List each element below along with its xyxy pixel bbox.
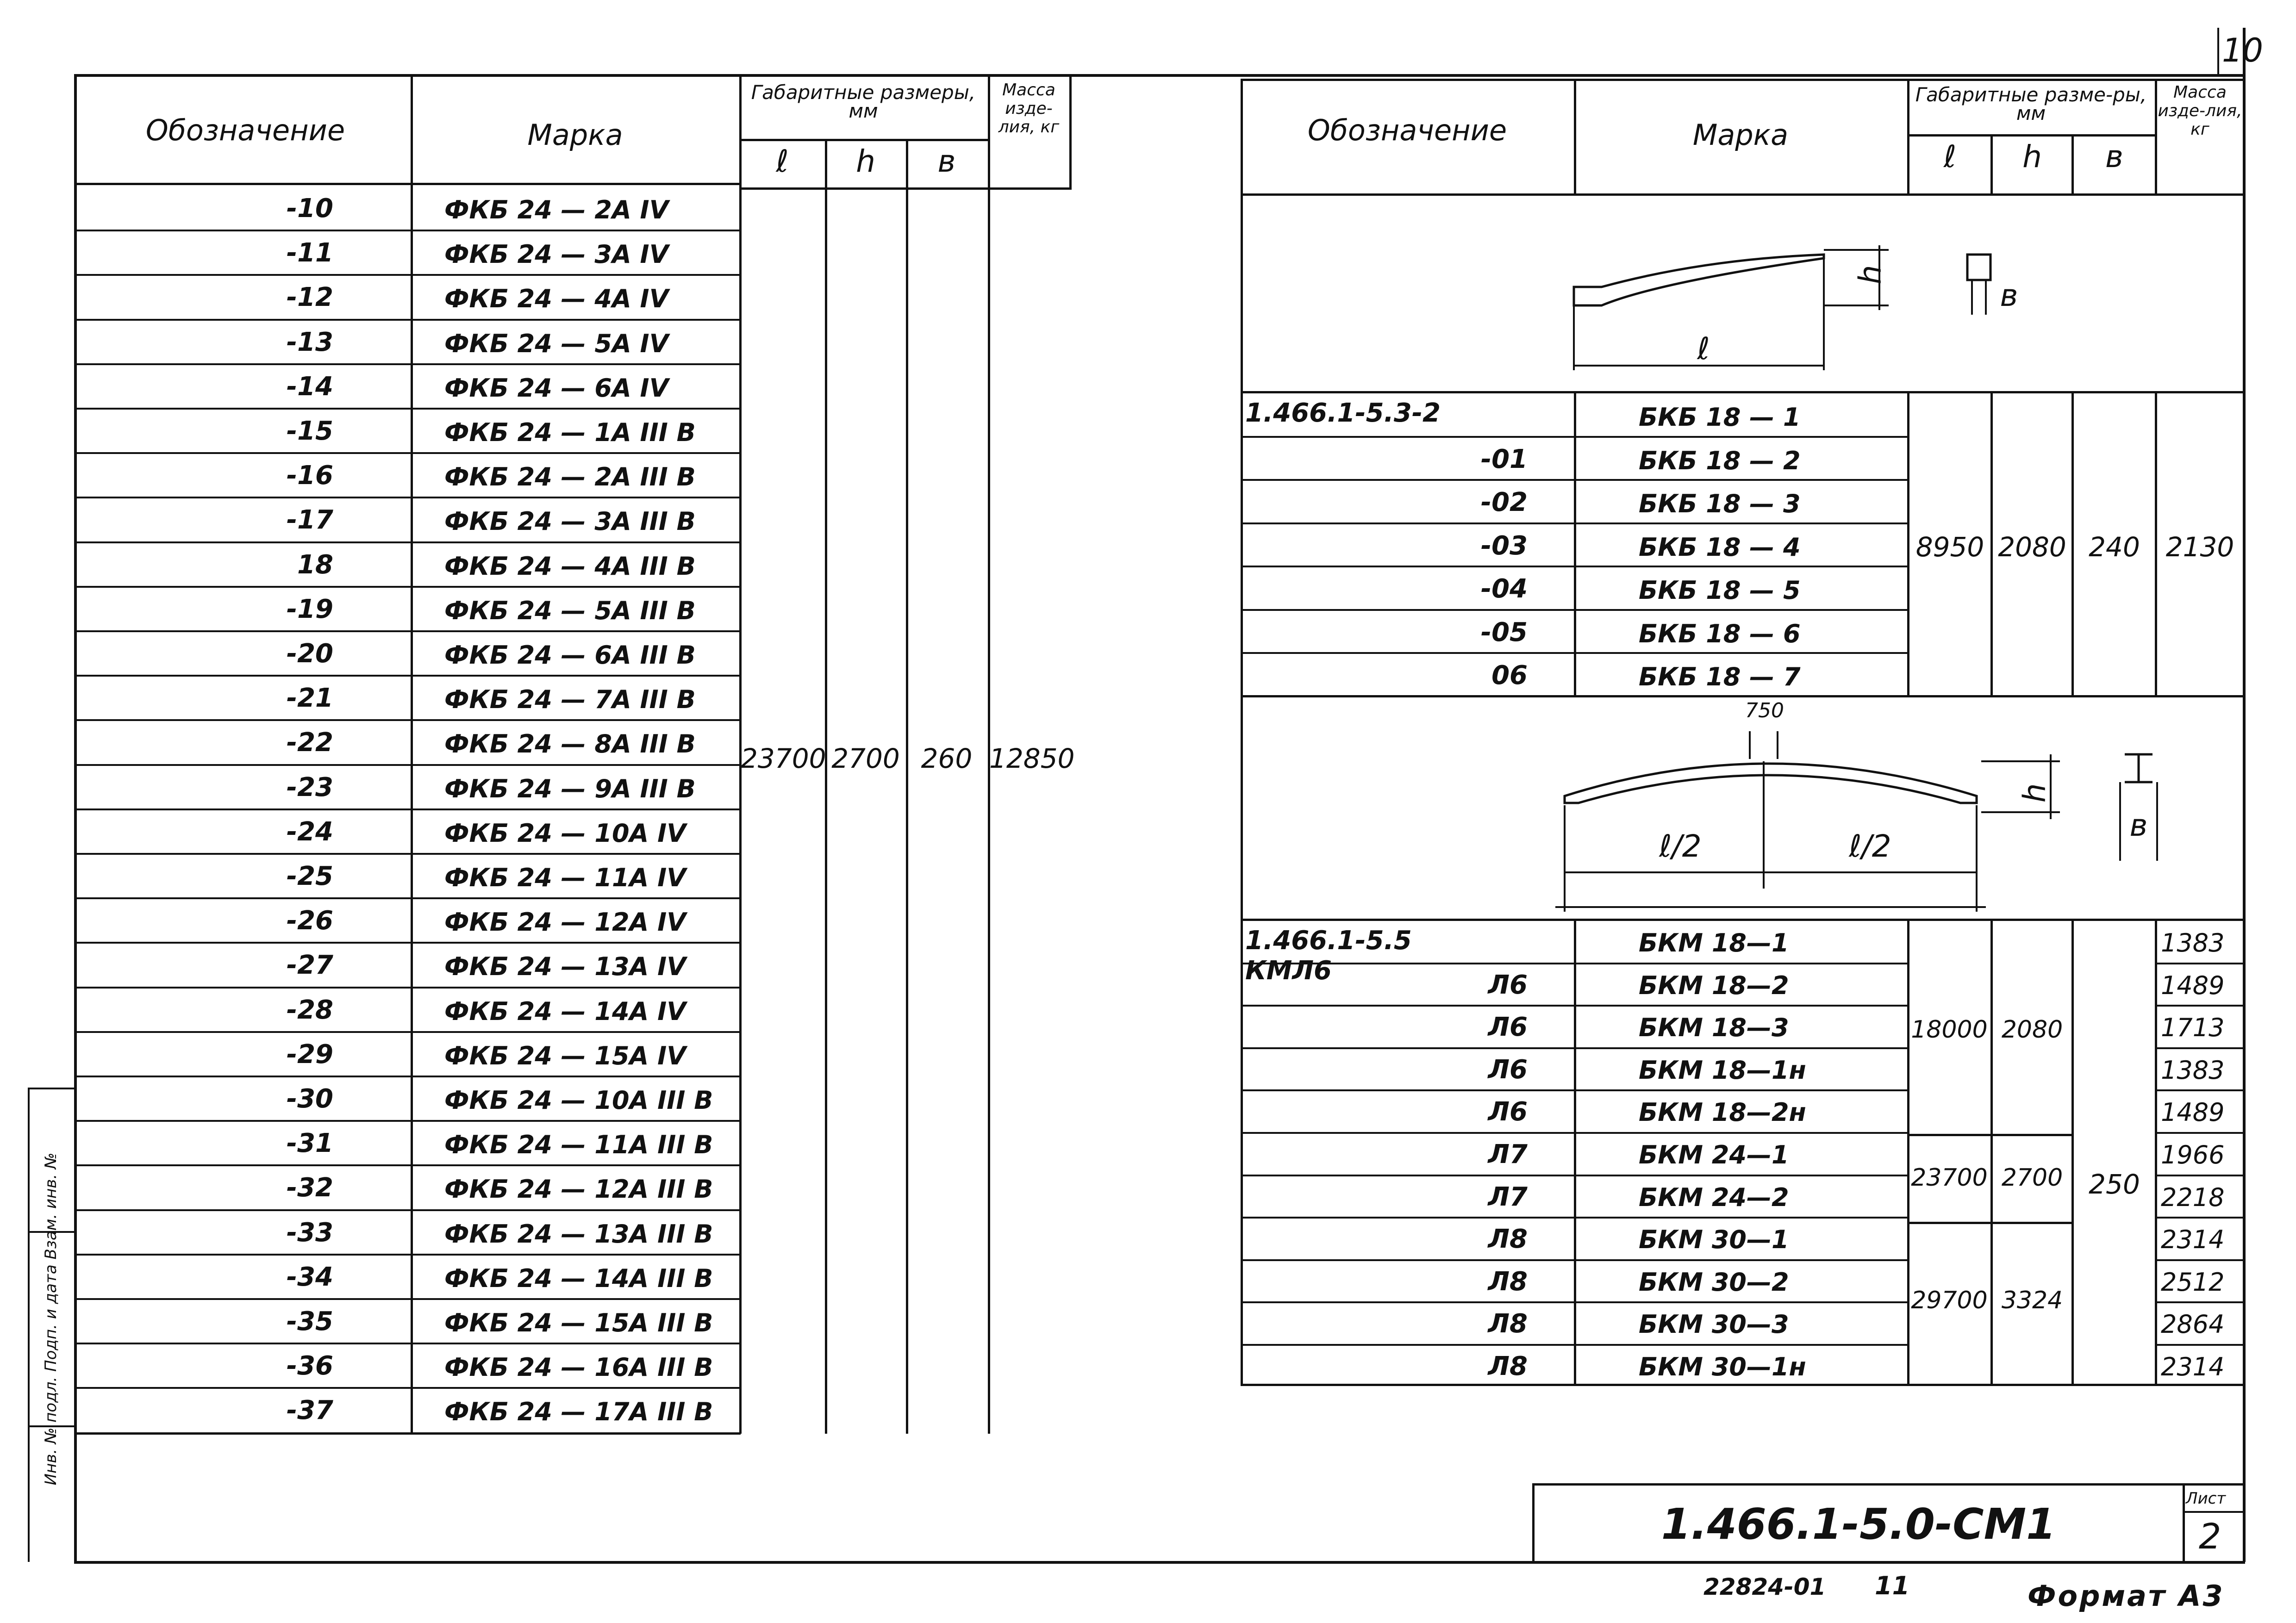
lt-row-mark: ФКБ 24 — 9А III В bbox=[444, 774, 696, 803]
rt-g1-b: 240 bbox=[2089, 531, 2140, 563]
rt-g2-mass-line bbox=[2155, 963, 2245, 964]
lt-row-designation: -25 bbox=[286, 861, 333, 891]
lt-row-line bbox=[74, 630, 741, 632]
lt-row-mark: ФКБ 24 — 10А IV bbox=[444, 819, 686, 848]
lt-row-designation: -37 bbox=[286, 1395, 333, 1425]
lt-header-dims: Габаритные размеры, мм bbox=[751, 81, 976, 122]
rt-g2-row-mark: БКМ 24—2 bbox=[1639, 1183, 1789, 1212]
lt-row-mark: ФКБ 24 — 3А III В bbox=[444, 507, 696, 536]
lt-row-designation: -15 bbox=[286, 416, 333, 446]
lt-col-line-4 bbox=[906, 139, 908, 1434]
lt-row-line bbox=[74, 408, 741, 410]
rt-g2-sub2-h: 2700 bbox=[2001, 1164, 2063, 1192]
lt-row-line bbox=[74, 497, 741, 498]
lt-row-designation: -34 bbox=[286, 1262, 333, 1292]
rt-g2-row-designation: Л8 bbox=[1488, 1351, 1528, 1381]
rt-g2-mass-line bbox=[2155, 1259, 2245, 1261]
titleblock-left bbox=[1532, 1483, 1535, 1562]
lt-row-designation: -16 bbox=[286, 460, 333, 491]
rt-g2-mass-line bbox=[2155, 1132, 2245, 1134]
lt-row-designation: -24 bbox=[286, 817, 333, 847]
lt-header-bottom-line-r bbox=[739, 187, 1070, 190]
rt-g2-sub-line-2 bbox=[1907, 1222, 2071, 1224]
lt-row-mark: ФКБ 24 — 4А III В bbox=[444, 552, 696, 581]
rt-g2-row-mass: 1383 bbox=[2161, 1056, 2225, 1085]
rt-header-mass: Масса изде-лия, кг bbox=[2158, 83, 2242, 139]
lt-row-line bbox=[74, 1254, 741, 1256]
rt-g2-mass-line bbox=[2155, 1301, 2245, 1303]
side-stamp-text: Инв. № подл. Подп. и дата Взам. инв. № bbox=[42, 1152, 60, 1486]
rt-g2-row-designation: Л6 bbox=[1488, 1097, 1528, 1127]
rt-group1-bottom-line bbox=[1241, 695, 2245, 697]
rt-bottom-line bbox=[1241, 1384, 2245, 1386]
lt-row-line bbox=[74, 1076, 741, 1077]
lt-header-mass: Масса изде-лия, кг bbox=[998, 81, 1060, 137]
lt-row-designation: -35 bbox=[286, 1306, 333, 1337]
rt-g2-row-mark: БКМ 24—1 bbox=[1639, 1140, 1789, 1169]
rt-g2-b: 250 bbox=[2089, 1169, 2140, 1200]
rt-header-l: ℓ bbox=[1943, 139, 1957, 174]
lt-row-line bbox=[74, 1031, 741, 1033]
rt-g2-row-designation: Л7 bbox=[1488, 1182, 1528, 1212]
lt-merged-l: 23700 bbox=[741, 743, 826, 774]
lt-row-mark: ФКБ 24 — 11А IV bbox=[444, 863, 686, 892]
rt-g2-row-mark: БКМ 30—3 bbox=[1639, 1310, 1789, 1339]
rt-g2-sub3-l: 29700 bbox=[1911, 1287, 1988, 1314]
rt-g1-row-designation: -05 bbox=[1480, 617, 1528, 647]
rt-g2-row-designation: Л6 bbox=[1488, 970, 1528, 1000]
lt-row-line bbox=[74, 452, 741, 454]
rt-top-line bbox=[1241, 79, 2245, 81]
sketch1-l-label: ℓ bbox=[1697, 331, 1710, 367]
rt-g1-row-designation: -04 bbox=[1480, 574, 1528, 604]
rt-g2-mass-line bbox=[2155, 1175, 2245, 1176]
rt-header-b: в bbox=[2105, 139, 2123, 174]
frame-bottom-border bbox=[74, 1561, 2245, 1564]
lt-row-mark: ФКБ 24 — 15А III В bbox=[444, 1308, 713, 1337]
titleblock-list-label: Лист bbox=[2186, 1489, 2226, 1508]
lt-row-designation: -22 bbox=[286, 728, 333, 758]
lt-row-line bbox=[74, 942, 741, 944]
lt-row-designation: -32 bbox=[286, 1173, 333, 1203]
rt-g1-row-designation: 1.466.1-5.3-2 bbox=[1245, 398, 1441, 428]
sketch-beam-bkm bbox=[1546, 703, 2176, 916]
corner-number: 10 bbox=[2222, 31, 2264, 69]
rt-g2-row-designation: Л8 bbox=[1488, 1224, 1528, 1254]
lt-row-designation: -27 bbox=[286, 950, 333, 980]
lt-row-mark: ФКБ 24 — 8А III В bbox=[444, 729, 696, 759]
lt-row-designation: -11 bbox=[286, 238, 333, 268]
rt-g2-mass-line bbox=[2155, 1344, 2245, 1346]
rt-g2-sub2-l: 23700 bbox=[1911, 1164, 1988, 1192]
sketch2-half1-label: ℓ/2 bbox=[1659, 828, 1702, 864]
rt-header-mark: Марка bbox=[1692, 118, 1789, 152]
lt-row-mark: ФКБ 24 — 4А IV bbox=[444, 284, 669, 313]
lt-row-line bbox=[74, 541, 741, 543]
lt-col-line-6 bbox=[1069, 74, 1072, 190]
lt-row-line bbox=[74, 274, 741, 276]
rt-group2-top-line bbox=[1241, 919, 2245, 921]
lt-header-b: в bbox=[937, 143, 956, 179]
rt-g2-row-mass: 2314 bbox=[2161, 1225, 2225, 1254]
rt-g2-row-mark: БКМ 18—1н bbox=[1639, 1056, 1806, 1085]
lt-row-designation: -10 bbox=[286, 193, 333, 224]
lt-row-designation: 18 bbox=[297, 550, 333, 580]
rt-g1-row-designation: 06 bbox=[1491, 660, 1528, 690]
lt-row-mark: ФКБ 24 — 1А III В bbox=[444, 418, 696, 447]
sketch2-b-label: в bbox=[2129, 808, 2148, 843]
rt-g2-sub-line-1 bbox=[1907, 1134, 2071, 1136]
lt-row-designation: -14 bbox=[286, 372, 333, 402]
lt-row-mark: ФКБ 24 — 12А III В bbox=[444, 1175, 713, 1204]
lt-row-designation: -33 bbox=[286, 1218, 333, 1248]
rt-g2-col-1 bbox=[1574, 919, 1576, 1385]
rt-g2-col-5 bbox=[2155, 919, 2157, 1385]
lt-row-line bbox=[74, 897, 741, 899]
lt-row-mark: ФКБ 24 — 6А III В bbox=[444, 640, 696, 670]
sketch2-top-label: 750 bbox=[1745, 699, 1784, 722]
lt-col-line-1 bbox=[411, 74, 413, 1434]
lt-row-line bbox=[74, 319, 741, 321]
lt-row-mark: ФКБ 24 — 5А III В bbox=[444, 596, 696, 625]
lt-row-line bbox=[74, 1120, 741, 1122]
rt-g2-row-mass: 2314 bbox=[2161, 1352, 2225, 1381]
rt-g1-row-mark: БКБ 18 — 2 bbox=[1639, 446, 1801, 475]
rt-g2-row-mark: БКМ 30—1н bbox=[1639, 1352, 1806, 1381]
lt-row-designation: -13 bbox=[286, 327, 333, 357]
rt-g2-row-mark: БКМ 30—2 bbox=[1639, 1268, 1789, 1297]
rt-g2-sub1-l: 18000 bbox=[1911, 1016, 1988, 1044]
lt-merged-h: 2700 bbox=[831, 743, 900, 774]
lt-col-line-3 bbox=[825, 139, 827, 1434]
lt-row-line bbox=[74, 675, 741, 677]
rt-g2-row-mass: 1489 bbox=[2161, 1098, 2225, 1127]
rt-g2-mass-line bbox=[2155, 1089, 2245, 1091]
lt-row-line bbox=[74, 586, 741, 588]
rt-g2-col-4 bbox=[2071, 919, 2074, 1385]
lt-row-mark: ФКБ 24 — 14А IV bbox=[444, 997, 686, 1026]
lt-row-mark: ФКБ 24 — 7А III В bbox=[444, 685, 696, 714]
rt-g2-col-3 bbox=[1990, 919, 1993, 1385]
lt-row-mark: ФКБ 24 — 13А III В bbox=[444, 1219, 713, 1249]
lt-row-mark: ФКБ 24 — 15А IV bbox=[444, 1041, 686, 1070]
lt-row-line bbox=[74, 363, 741, 365]
lt-row-mark: ФКБ 24 — 11А III В bbox=[444, 1130, 713, 1159]
lt-row-designation: -23 bbox=[286, 772, 333, 802]
rt-g1-mass: 2130 bbox=[2165, 531, 2234, 563]
frame-right-border bbox=[2243, 28, 2246, 1562]
rt-g1-col-1 bbox=[1574, 391, 1576, 696]
lt-row-line bbox=[74, 1164, 741, 1166]
rt-g2-row-mass: 2218 bbox=[2161, 1183, 2225, 1212]
lt-row-line bbox=[74, 1298, 741, 1300]
lt-row-designation: -17 bbox=[286, 505, 333, 535]
rt-g2-mass-line bbox=[2155, 1217, 2245, 1219]
rt-header-bottom-line bbox=[1241, 193, 2245, 196]
rt-group1-top-line bbox=[1241, 391, 2245, 393]
lt-row-mark: ФКБ 24 — 13А IV bbox=[444, 952, 686, 981]
rt-left-line bbox=[1241, 79, 1243, 1386]
sketch2-h-label: h bbox=[2016, 783, 2053, 803]
lt-row-designation: -28 bbox=[286, 995, 333, 1025]
lt-header-h: h bbox=[856, 143, 875, 179]
rt-header-dims: Габаритные разме-ры, мм bbox=[1915, 83, 2147, 124]
lt-row-line bbox=[74, 719, 741, 721]
frame-left-border bbox=[74, 74, 77, 1562]
lt-row-designation: -20 bbox=[286, 639, 333, 669]
titleblock-list-number: 2 bbox=[2199, 1516, 2221, 1557]
corner-box-left bbox=[2217, 28, 2219, 74]
rt-g1-row-mark: БКБ 18 — 7 bbox=[1639, 662, 1801, 691]
rt-g2-row-designation: Л8 bbox=[1488, 1267, 1528, 1297]
lt-row-mark: ФКБ 24 — 6А IV bbox=[444, 373, 669, 403]
lt-row-designation: -12 bbox=[286, 282, 333, 312]
footer-copy: 11 bbox=[1875, 1571, 1910, 1600]
rt-g2-row-mass: 1966 bbox=[2161, 1140, 2225, 1169]
lt-row-designation: -36 bbox=[286, 1351, 333, 1381]
rt-g1-row-designation: -02 bbox=[1480, 487, 1528, 517]
lt-merged-mass: 12850 bbox=[989, 743, 1075, 774]
rt-g2-row-mass: 1383 bbox=[2161, 928, 2225, 958]
lt-row-designation: -19 bbox=[286, 594, 333, 624]
lt-row-mark: ФКБ 24 — 2А III В bbox=[444, 462, 696, 491]
lt-row-line bbox=[74, 1209, 741, 1211]
titleblock-list-divider bbox=[2183, 1483, 2185, 1562]
rt-g1-h: 2080 bbox=[1998, 531, 2066, 563]
rt-dims-subheader-line bbox=[1907, 134, 2155, 137]
lt-row-line bbox=[74, 230, 741, 231]
sketch1-h-label: h bbox=[1852, 265, 1888, 285]
lt-row-mark: ФКБ 24 — 3А IV bbox=[444, 240, 669, 269]
lt-row-line bbox=[74, 808, 741, 810]
rt-g2-row-mark: БКМ 18—3 bbox=[1639, 1013, 1789, 1042]
lt-row-designation: -21 bbox=[286, 683, 333, 713]
lt-header-l: ℓ bbox=[776, 143, 789, 179]
lt-header-bottom-line bbox=[74, 183, 741, 185]
rt-g1-row-mark: БКБ 18 — 4 bbox=[1639, 533, 1801, 562]
rt-g2-row-designation: Л6 bbox=[1488, 1012, 1528, 1042]
rt-g1-row-mark: БКБ 18 — 3 bbox=[1639, 489, 1801, 518]
lt-row-line bbox=[74, 987, 741, 989]
lt-row-designation: -31 bbox=[286, 1128, 333, 1158]
rt-g2-mass-line bbox=[2155, 1005, 2245, 1007]
lt-row-mark: ФКБ 24 — 12А IV bbox=[444, 908, 686, 937]
rt-g1-row-mark: БКБ 18 — 1 bbox=[1639, 403, 1801, 432]
rt-g2-row-mark: БКМ 18—1 bbox=[1639, 928, 1789, 958]
rt-g2-row-mass: 2864 bbox=[2161, 1310, 2225, 1339]
lt-row-designation: -30 bbox=[286, 1084, 333, 1114]
lt-row-line bbox=[74, 1387, 741, 1389]
rt-g2-row-designation: 1.466.1-5.5 КМЛ6 bbox=[1245, 926, 1412, 986]
rt-g2-row-designation: Л6 bbox=[1488, 1055, 1528, 1085]
lt-row-mark: ФКБ 24 — 14А III В bbox=[444, 1264, 713, 1293]
titleblock-code: 1.466.1-5.0-СМ1 bbox=[1661, 1499, 2056, 1549]
rt-g2-mass-line bbox=[2155, 1047, 2245, 1049]
rt-g2-row-mass: 2512 bbox=[2161, 1268, 2225, 1297]
sketch2-half2-label: ℓ/2 bbox=[1849, 828, 1891, 864]
lt-table-bottom-line bbox=[74, 1432, 741, 1435]
rt-g2-col-2 bbox=[1907, 919, 1909, 1385]
lt-row-designation: -29 bbox=[286, 1039, 333, 1070]
rt-g2-row-mark: БКМ 18—2 bbox=[1639, 971, 1789, 1000]
rt-g1-row-mark: БКБ 18 — 6 bbox=[1639, 619, 1801, 648]
rt-g2-row-mass: 1489 bbox=[2161, 971, 2225, 1000]
lt-header-designation: Обозначение bbox=[145, 113, 345, 147]
lt-row-line bbox=[74, 764, 741, 766]
rt-g1-l: 8950 bbox=[1915, 531, 1984, 563]
lt-row-mark: ФКБ 24 — 5А IV bbox=[444, 329, 669, 358]
lt-row-line bbox=[74, 853, 741, 855]
lt-row-mark: ФКБ 24 — 2А IV bbox=[444, 195, 669, 224]
footer-format: Формат А3 bbox=[2028, 1579, 2225, 1613]
lt-header-mark: Марка bbox=[527, 118, 623, 152]
lt-dims-subheader-line bbox=[739, 139, 988, 141]
rt-g1-row-designation: -01 bbox=[1480, 444, 1528, 474]
lt-row-mark: ФКБ 24 — 10А III В bbox=[444, 1086, 713, 1115]
titleblock-top bbox=[1532, 1483, 2245, 1486]
rt-g2-row-mass: 1713 bbox=[2161, 1013, 2225, 1042]
lt-row-mark: ФКБ 24 — 16А III В bbox=[444, 1353, 713, 1382]
sketch-beam-bkb bbox=[1565, 231, 2051, 384]
rt-g2-sub1-h: 2080 bbox=[2001, 1016, 2063, 1044]
rt-header-designation: Обозначение bbox=[1307, 113, 1507, 147]
rt-g2-row-mark: БКМ 18—2н bbox=[1639, 1098, 1806, 1127]
rt-g2-row-mark: БКМ 30—1 bbox=[1639, 1225, 1789, 1254]
lt-row-mark: ФКБ 24 — 17А III В bbox=[444, 1397, 713, 1426]
rt-g2-row-designation: Л8 bbox=[1488, 1309, 1528, 1339]
lt-merged-b: 260 bbox=[921, 743, 973, 774]
rt-g2-sub3-h: 3324 bbox=[2001, 1287, 2063, 1314]
frame-top-border bbox=[74, 74, 2245, 77]
rt-g2-row-designation: Л7 bbox=[1488, 1139, 1528, 1169]
rt-g1-row-designation: -03 bbox=[1480, 531, 1528, 561]
side-stamp-line bbox=[28, 1088, 30, 1562]
titleblock-list-line bbox=[2183, 1511, 2245, 1513]
rt-header-h: h bbox=[2022, 139, 2042, 174]
rt-g1-row-mark: БКБ 18 — 5 bbox=[1639, 576, 1801, 605]
lt-row-designation: -26 bbox=[286, 906, 333, 936]
lt-row-line bbox=[74, 1343, 741, 1344]
footer-inventory: 22824-01 bbox=[1703, 1573, 1826, 1600]
sketch1-b-label: в bbox=[2000, 278, 2018, 313]
